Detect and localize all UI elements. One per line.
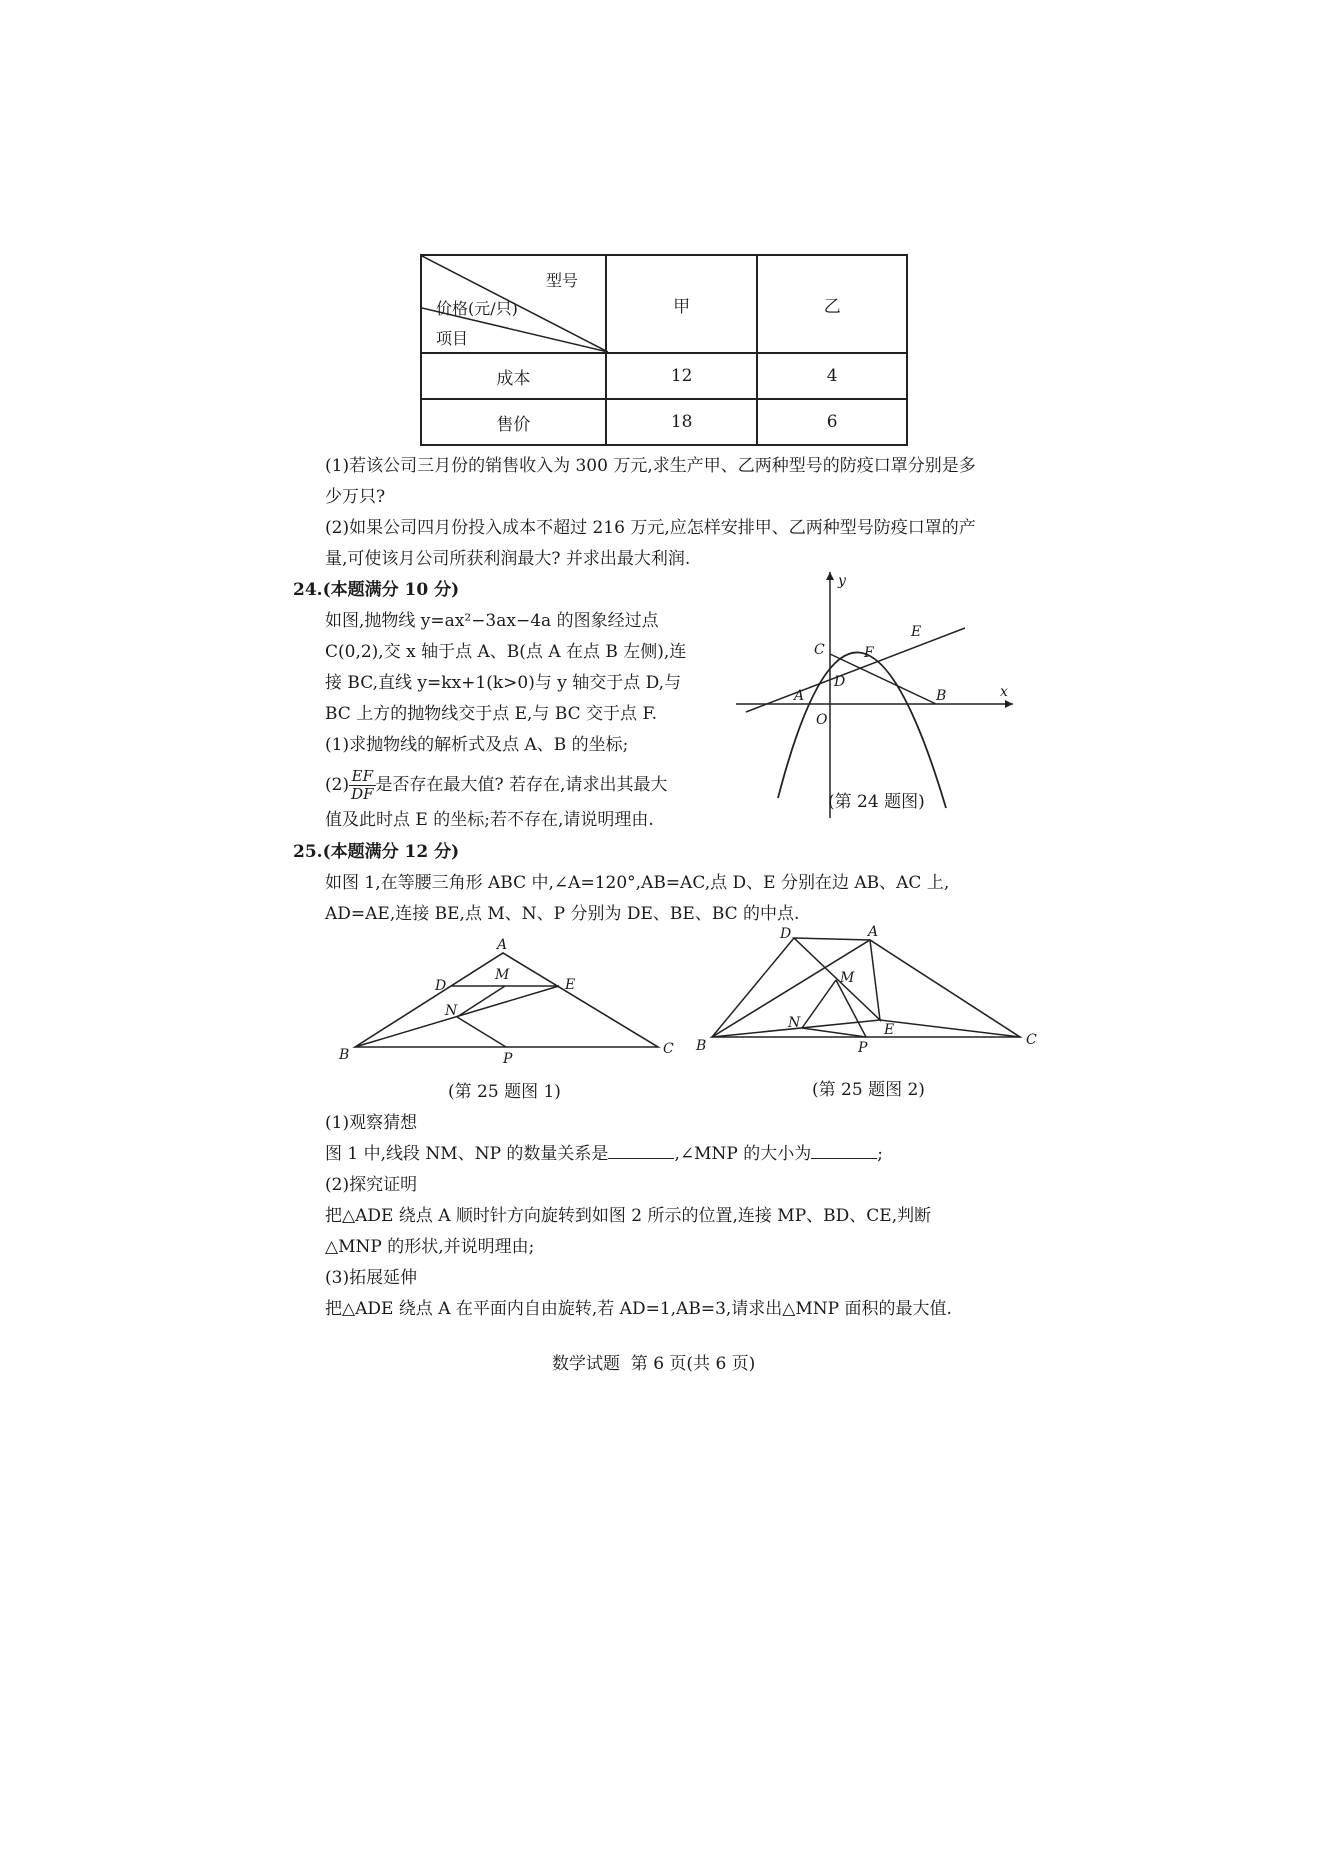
label-p: P [503,1051,513,1067]
label-m: M [840,970,855,986]
q25-s1-text-a: 图 1 中,线段 NM、NP 的数量关系是 [325,1144,609,1164]
q23-part1-line1: (1)若该公司三月份的销售收入为 300 万元,求生产甲、乙两种型号的防疫口罩分别是多 [325,456,976,476]
q25-section1-text [325,1144,883,1165]
q23-part2-line1: (2)如果公司四月份投入成本不超过 216 万元,应怎样安排甲、乙两种型号防疫口罩的产 [325,518,976,538]
label-e: E [911,624,922,640]
figure-24-caption: (第 24 题图) [828,792,925,812]
fraction-numerator: EF [349,768,375,786]
q23-part2-line2: 量,可使该月公司所获利润最大? 并求出最大利润. [325,549,691,569]
label-o: O [816,712,828,728]
q25-section1-title: (1)观察猜想 [325,1113,418,1133]
label-m: M [495,967,510,983]
q25-line1: 如图 1,在等腰三角形 ABC 中,∠A=120°,AB=AC,点 D、E 分别在边 AB、AC 上, [325,873,950,893]
answer-blank-2 [811,1144,877,1159]
label-a: A [868,924,879,940]
price-table [420,254,908,446]
q25-section3-line1: 把△ADE 绕点 A 在平面内自由旋转,若 AD=1,AB=3,请求出△MNP 面积的最大值. [325,1299,952,1319]
figure-25-1-caption: (第 25 题图 1) [448,1082,561,1102]
table-row [421,353,907,399]
fraction-denominator: DF [351,785,374,803]
label-d: D [834,674,846,690]
cell-price-a: 18 [606,399,758,445]
label-d: D [435,978,447,994]
q24-line4: BC 上方的抛物线交于点 E,与 BC 交于点 F. [325,704,658,724]
q24-line3: 接 BC,直线 y=kx+1(k>0)与 y 轴交于点 D,与 [325,673,682,693]
table-row [421,399,907,445]
q25-s1-text-c: ; [877,1144,883,1164]
cell-price-b: 6 [757,399,907,445]
figure-24-parabola [728,568,1018,818]
label-y: y [838,573,846,589]
label-p: P [858,1040,868,1056]
q24-line2: C(0,2),交 x 轴于点 A、B(点 A 在点 B 左侧),连 [325,642,687,662]
label-f: F [864,645,874,661]
page-footer: 数学试题 第 6 页(共 6 页) [552,1354,756,1374]
q25-section2-line1: 把△ADE 绕点 A 顺时针方向旋转到如图 2 所示的位置,连接 MP、BD、CE,判断 [325,1206,932,1226]
answer-blank-1 [608,1144,674,1159]
q24-line1: 如图,抛物线 y=ax²−3ax−4a 的图象经过点 [325,611,659,631]
label-a: A [794,688,805,704]
q24-heading: 24.(本题满分 10 分) [293,580,460,600]
column-header-b: 乙 [757,255,907,353]
label-b: B [339,1047,350,1063]
figure-25-2-caption: (第 25 题图 2) [812,1080,925,1100]
q25-heading: 25.(本题满分 12 分) [293,842,460,862]
q25-section2-line2: △MNP 的形状,并说明理由; [325,1237,535,1257]
figure-25-1-triangle [333,935,683,1070]
label-c: C [814,642,825,658]
label-b: B [936,688,947,704]
column-header-a: 甲 [606,255,758,353]
q23-part1-line2: 少万只? [325,487,386,507]
header-price-label: 价格(元/只) [436,299,518,318]
table-diagonal-header [421,255,606,353]
q24-part2-text: 是否存在最大值? 若存在,请求出其最大 [375,775,668,795]
figure-25-2-triangle [690,922,1040,1067]
cell-cost-a: 12 [606,353,758,399]
label-b: B [696,1038,707,1054]
fraction-ef-df [349,768,375,803]
label-d: D [780,926,792,942]
q24-part2 [325,766,667,804]
header-item-label: 项目 [436,329,469,348]
q25-section3-title: (3)拓展延伸 [325,1268,418,1288]
q25-s1-text-b: ,∠MNP 的大小为 [674,1144,812,1164]
q24-part2-line2: 值及此时点 E 的坐标;若不存在,请说明理由. [325,810,654,830]
q24-part2-prefix: (2) [325,775,350,795]
label-c: C [663,1041,674,1057]
label-x: x [1000,684,1008,700]
q25-section2-title: (2)探究证明 [325,1175,418,1195]
row-label: 成本 [421,353,606,399]
cell-cost-b: 4 [757,353,907,399]
label-n: N [788,1015,801,1031]
label-e: E [565,977,576,993]
q24-part1: (1)求抛物线的解析式及点 A、B 的坐标; [325,735,629,755]
label-e: E [884,1022,895,1038]
row-label: 售价 [421,399,606,445]
header-model-label: 型号 [546,271,579,290]
label-a: A [497,937,508,953]
label-c: C [1026,1032,1037,1048]
q25-line2: AD=AE,连接 BE,点 M、N、P 分别为 DE、BE、BC 的中点. [325,904,800,924]
label-n: N [445,1003,458,1019]
